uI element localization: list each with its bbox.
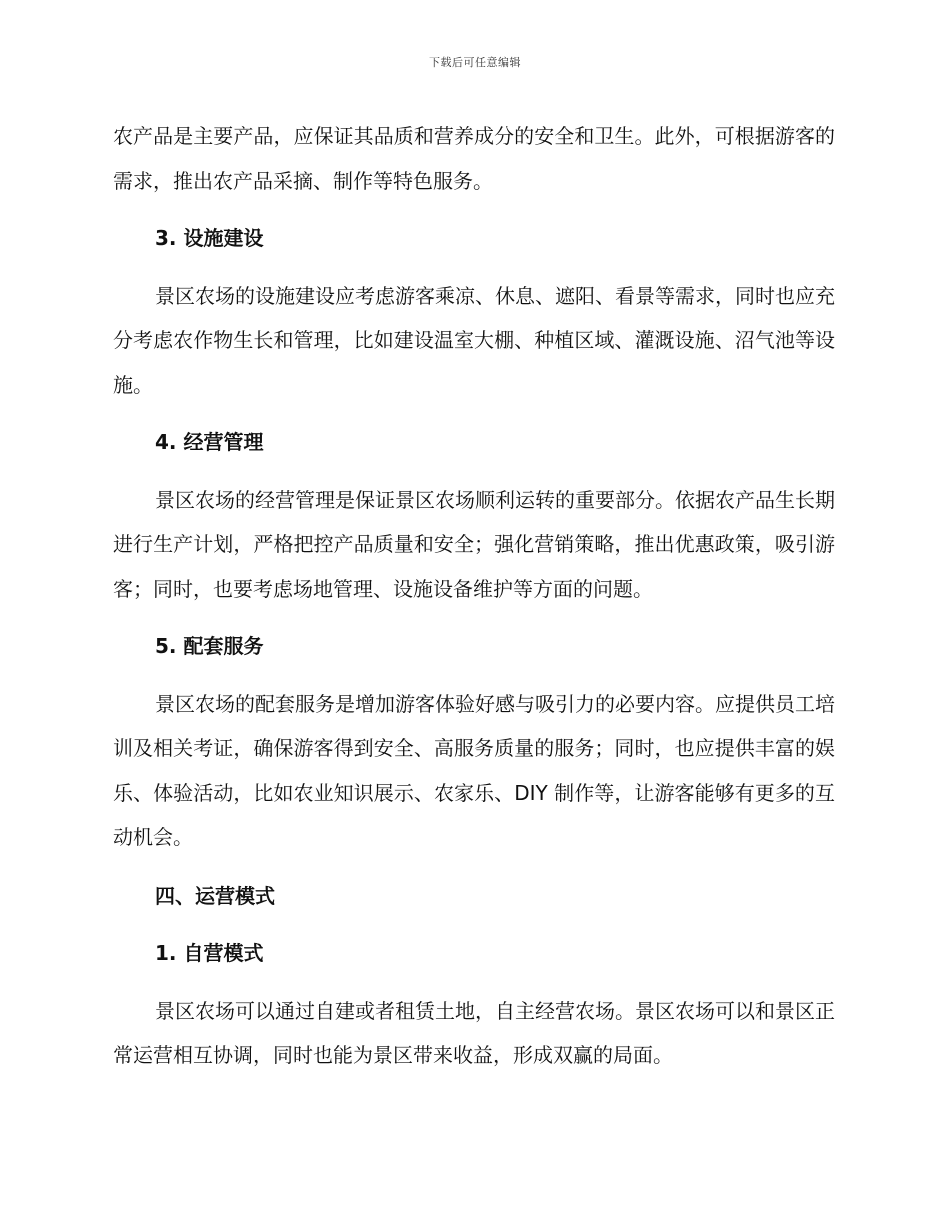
section-heading-facilities: 3. 设施建设: [155, 226, 264, 250]
section-heading-management: 4. 经营管理: [155, 430, 264, 454]
section-body-facilities: 景区农场的设施建设应考虑游客乘凉、休息、遮阳、看景等需求，同时也应充分考虑农作物生长和管理，比如建设温室大棚、种植区域、灌溉设施、沼气池等设施。: [113, 283, 835, 397]
intro-paragraph: 农产品是主要产品，应保证其品质和营养成分的安全和卫生。此外，可根据游客的需求，推出农产品采摘、制作等特色服务。: [113, 124, 835, 193]
document-body: [113, 114, 835, 1078]
section-body-management: 景区农场的经营管理是保证景区农场顺利运转的重要部分。依据农产品生长期进行生产计划，严格把控产品质量和安全；强化营销策略，推出优惠政策，吸引游客；同时，也要考虑场地管理、设施设备维护等方面的问题。: [113, 487, 835, 601]
section-body-self-operated: 景区农场可以通过自建或者租赁土地，自主经营农场。景区农场可以和景区正常运营相互协调，同时也能为景区带来收益，形成双赢的局面。: [113, 998, 835, 1067]
page-header: 下载后可任意编辑: [429, 56, 521, 69]
chapter-heading-operation-mode: 四、运营模式: [155, 883, 275, 908]
section-heading-services: 5. 配套服务: [155, 634, 264, 658]
section-body-services: 景区农场的配套服务是增加游客体验好感与吸引力的必要内容。应提供员工培训及相关考证，确保游客得到安全、高服务质量的服务；同时，也应提供丰富的娱乐、体验活动，比如农业知识展示、农家乐、DIY 制作等，让游客能够有更多的互动机会。: [113, 691, 835, 849]
section-heading-self-operated: 1. 自营模式: [155, 941, 264, 965]
